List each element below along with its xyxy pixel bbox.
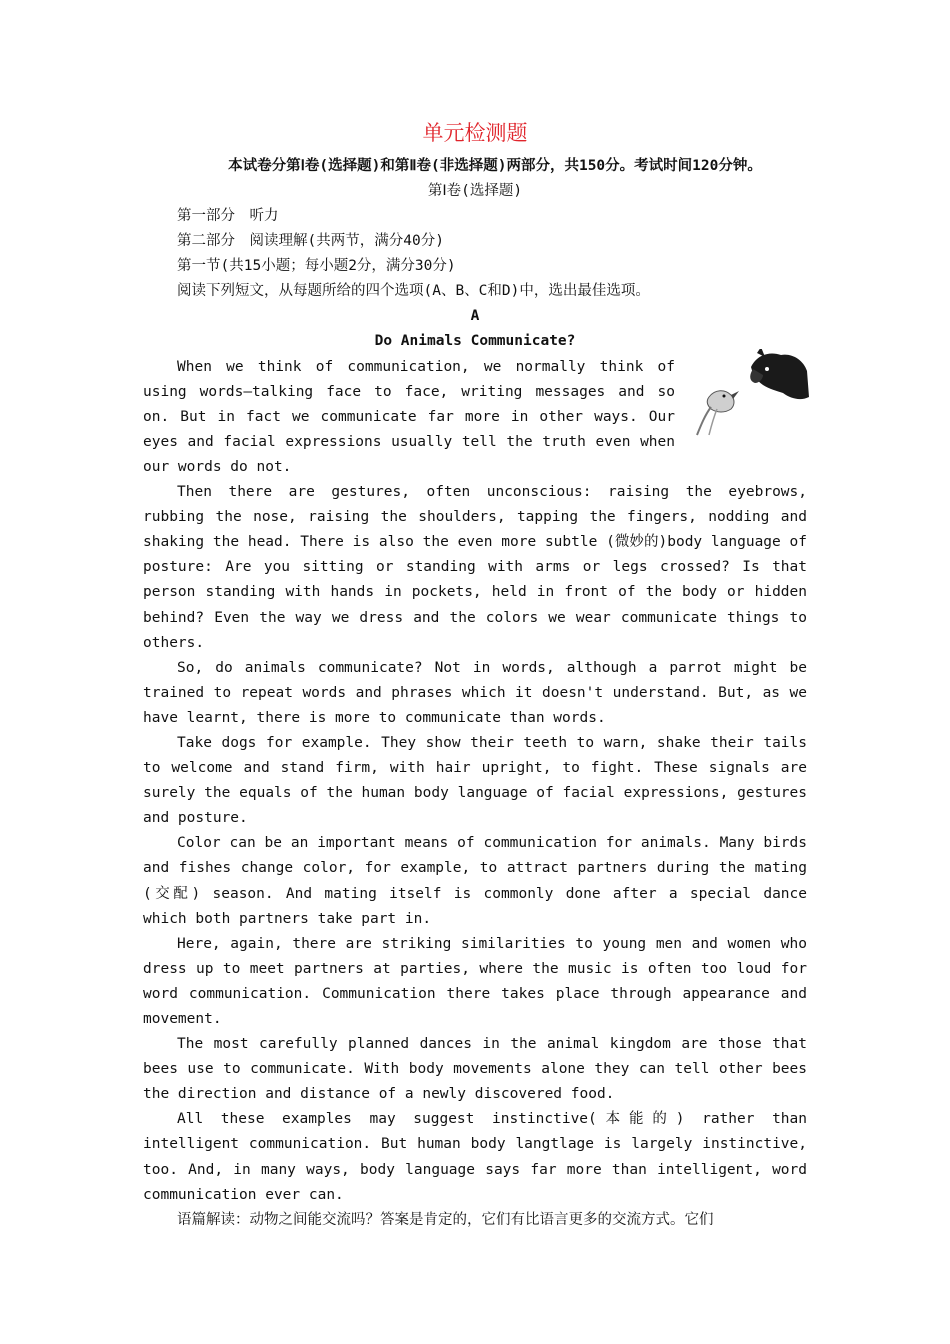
document-page bbox=[143, 118, 807, 1233]
instruction-text: 阅读下列短文，从每题所给的四个选项(A、B、C和D)中，选出最佳选项。 bbox=[177, 283, 650, 300]
part2-heading: 第二部分 阅读理解(共两节，满分40分) bbox=[177, 233, 444, 250]
paragraph-6: Here, again, there are striking similarities to young men and women who dress up to meet partners at parties, where the music is often too loud for word communication. Communication there takes place through appearance and movement. bbox=[143, 935, 807, 1027]
part1-heading: 第一部分 听力 bbox=[177, 208, 279, 224]
paragraph-3: So, do animals communicate? Not in words, although a parrot might be trained to repeat words and phrases which it doesn't understand. But, as we have learnt, there is more to communicate than words. bbox=[143, 659, 807, 726]
paragraph-4: Take dogs for example. They show their teeth to warn, shake their tails to welcome and stand firm, with hair upright, to fight. These signals are surely the equals of the human body language of facial expressions, gestures and posture. bbox=[143, 734, 807, 827]
paragraph-5: Color can be an important means of communication for animals. Many birds and fishes change color, for example, to attract partners during the mating (交配) season. And mating itself is commonly done after a special dance which both partners take part in. bbox=[143, 835, 807, 927]
analysis-line: 语篇解读：动物之间能交流吗？答案是肯定的，它们有比语言更多的交流方式。它们 bbox=[177, 1211, 714, 1228]
passage-title: Do Animals Communicate? bbox=[374, 333, 576, 350]
dog-icon bbox=[750, 349, 809, 399]
passage-label: A bbox=[470, 308, 480, 325]
volume-title: 第Ⅰ卷(选择题) bbox=[427, 183, 523, 199]
paragraph-8: All these examples may suggest instinctive(本能的) rather than intelligent communication. But human body langtlage is largely instinctive, too. And, in many ways, body language says far more than intelligent, word communication ever can. bbox=[143, 1111, 807, 1203]
dog-and-bird-illustration bbox=[691, 349, 811, 439]
first-paragraph-block bbox=[143, 355, 807, 480]
paragraph-2: Then there are gestures, often unconscious: raising the eyebrows, rubbing the nose, raising the shoulders, tapping the fingers, nodding and shaking the head. There is also the even more subtle (微妙的)body language of posture: Are you sitting or standing with arms or legs crossed? Is that person standing with hands in pockets, held in front of the body or hidden behind? Even the way we dress and the colors we wear communicate things to others. bbox=[143, 484, 807, 651]
page-title: 单元检测题 bbox=[422, 121, 528, 145]
section1-heading: 第一节(共15小题；每小题2分，满分30分) bbox=[177, 258, 456, 275]
bird-icon bbox=[697, 390, 739, 434]
exam-info: 本试卷分第Ⅰ卷(选择题)和第Ⅱ卷(非选择题)两部分，共150分。考试时间120分钟。 bbox=[228, 158, 762, 174]
paragraph-7: The most carefully planned dances in the animal kingdom are those that bees use to communicate. With body movements alone they can tell other bees the direction and distance of a newly discovered food. bbox=[143, 1036, 807, 1103]
paragraph-1: When we think of communication, we normally think of using words—talking face to face, writing messages and so on. But in fact we communicate far more in other ways. Our eyes and facial expressions usually tell the truth even when our words do not. bbox=[143, 358, 675, 475]
